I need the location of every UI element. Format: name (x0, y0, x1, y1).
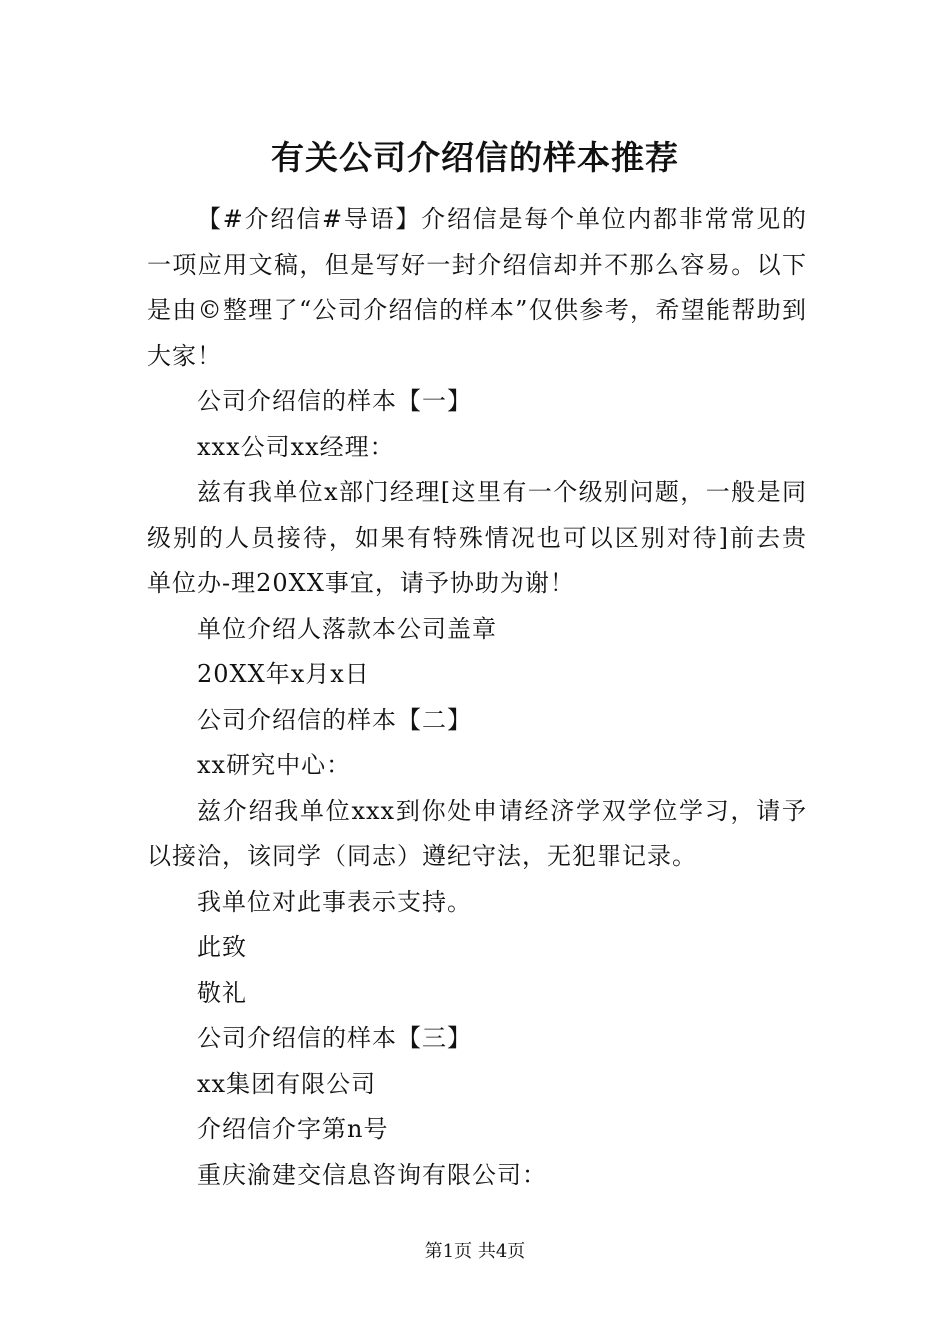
intro-paragraph: 【#介绍信#导语】介绍信是每个单位内都非常常见的一项应用文稿，但是写好一封介绍信却并不那么容易。以下是由©整理了“公司介绍信的样本”仅供参考，希望能帮助到大家！ (147, 205, 807, 370)
signature-line-1: 单位介绍人落款本公司盖章 (197, 614, 497, 643)
letter-number: 介绍信介字第n号 (197, 1115, 389, 1143)
salutation-2: xx研究中心： (197, 751, 352, 779)
date-line-1: 20XX年x月x日 (197, 660, 370, 688)
salutation-3: 重庆渝建交信息咨询有限公司： (197, 1160, 547, 1189)
closing-line-1: 此致 (197, 933, 247, 961)
company-name: xx集团有限公司 (197, 1069, 377, 1098)
section-heading-1: 公司介绍信的样本【一】 (197, 387, 472, 415)
page-footer: 第1页 共4页 (424, 1241, 526, 1262)
section-heading-3: 公司介绍信的样本【三】 (197, 1024, 472, 1052)
section-heading-2: 公司介绍信的样本【二】 (197, 705, 472, 734)
closing-line-2: 敬礼 (197, 978, 247, 1007)
salutation-1: xxx公司xx经理： (197, 432, 395, 461)
document-title: 有关公司介绍信的样本推荐 (271, 138, 679, 177)
letter-body-1: 兹有我单位x部门经理[这里有一个级别问题，一般是同级别的人员接待，如果有特殊情况也可以区别对待]前去贵单位办-理20XX事宜，请予协助为谢！ (147, 478, 807, 597)
letter-body-2: 兹介绍我单位xxx到你处申请经济学双学位学习，请予以接洽，该同学（同志）遵纪守法，无犯罪记录。 (147, 796, 807, 870)
support-statement: 我单位对此事表示支持。 (197, 887, 472, 916)
document-body (147, 197, 807, 1198)
